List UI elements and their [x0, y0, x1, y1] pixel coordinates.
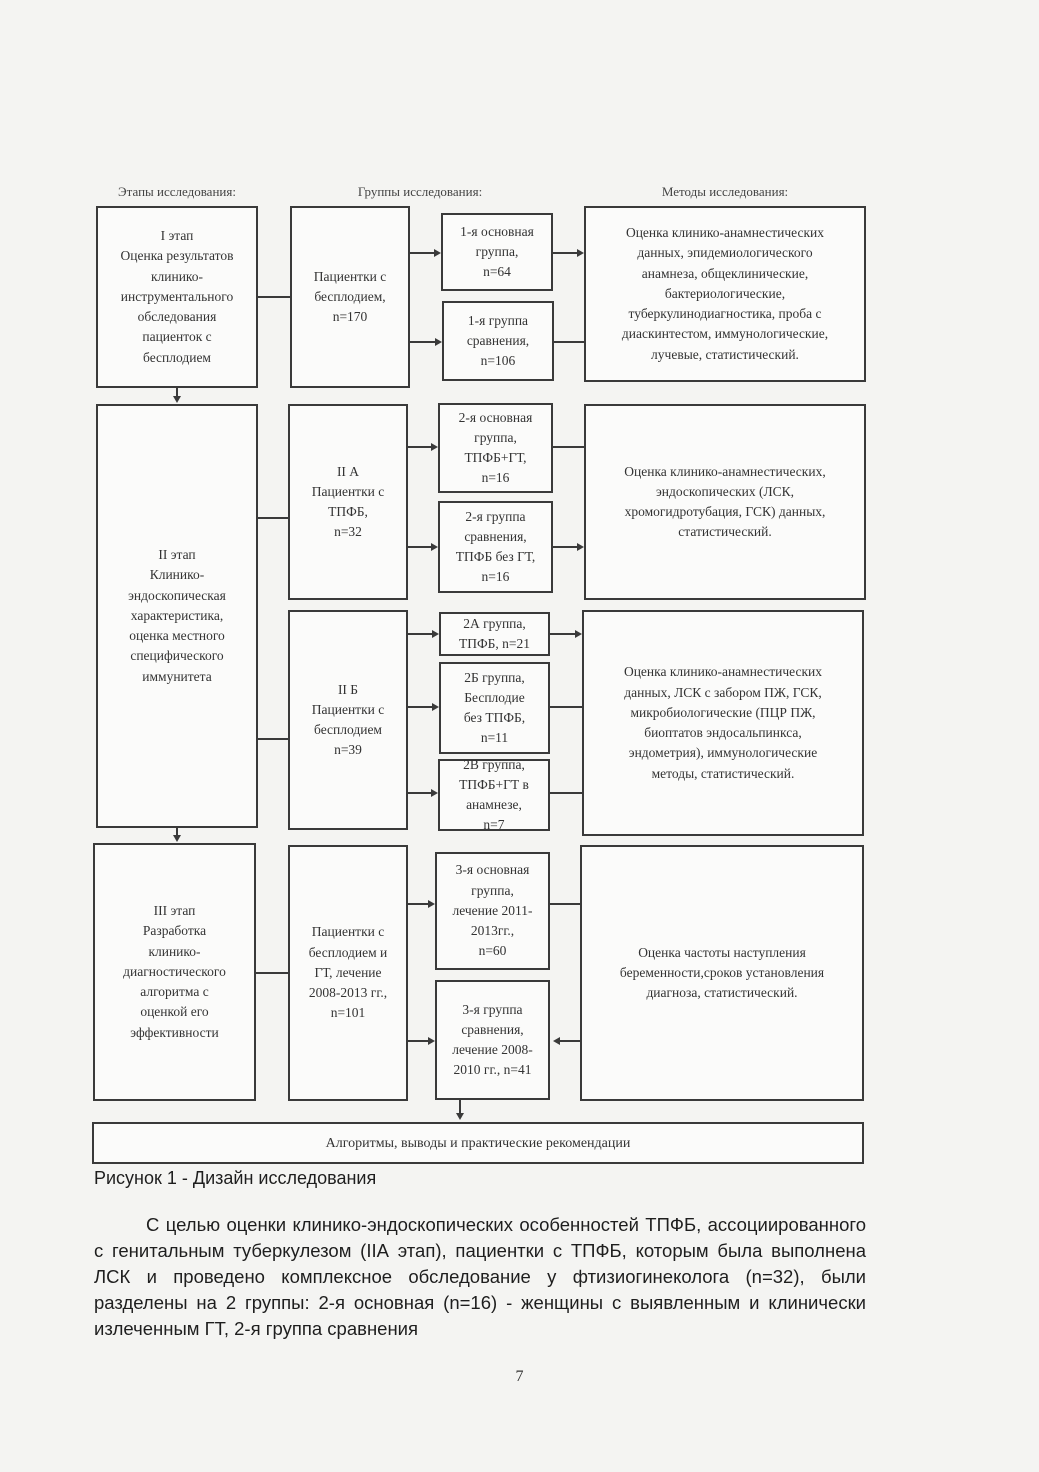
box-line: 2-я основная: [458, 409, 533, 425]
subgroup-box-2-main: [438, 403, 553, 493]
box-line: II Б: [337, 681, 359, 697]
cohort-3-lines: [309, 922, 388, 1023]
method-3-lines: [624, 662, 822, 784]
arrow-down-icon: [173, 835, 181, 842]
subgroup-2b-lines: [464, 668, 525, 749]
box-line: бесплодием: [143, 349, 211, 365]
connector-line: [410, 252, 434, 254]
box-line: анамнеза, общеклинические,: [641, 265, 809, 281]
header-groups: Группы исследования:: [357, 184, 483, 199]
connector-line: [560, 1040, 580, 1042]
box-line: клинико-: [150, 268, 204, 284]
connector-line: [258, 738, 288, 740]
method-box-3: [582, 610, 864, 836]
connector-line: [553, 252, 577, 254]
box-line: беременности,сроков установления: [619, 964, 825, 980]
arrow-right-icon: [432, 630, 439, 638]
page-number: 7: [515, 1368, 524, 1385]
box-line: Пациентки с: [311, 924, 385, 940]
box-line: II этап: [158, 547, 196, 563]
arrow-right-icon: [435, 338, 442, 346]
connector-line: [408, 1040, 428, 1042]
box-line: Оценка частоты наступления: [638, 944, 806, 960]
box-line: бесплодием и: [308, 944, 388, 960]
arrow-right-icon: [432, 703, 439, 711]
box-line: Разработка: [142, 923, 207, 939]
final-box: [92, 1122, 864, 1164]
box-line: ТПФБ без ГТ,: [455, 549, 536, 564]
subgroup-box-1-compare: [442, 301, 554, 381]
box-line: 2010 гг., n=41: [453, 1062, 532, 1078]
box-line: лечение 2008-: [452, 1042, 533, 1057]
box-line: бесплодием: [314, 722, 382, 737]
box-line: n=11: [480, 730, 509, 746]
arrow-down-icon: [173, 396, 181, 403]
box-line: эндоскопическая: [128, 587, 226, 603]
connector-line: [408, 446, 431, 448]
box-line: бесплодием,: [314, 288, 386, 304]
box-line: 1-я основная: [460, 223, 534, 239]
box-line: Оценка результатов: [120, 248, 234, 264]
header-methods: Методы исследования:: [661, 184, 789, 199]
connector-line: [459, 1100, 461, 1114]
box-line: n=60: [478, 943, 507, 959]
method-box-4: [580, 845, 864, 1101]
subgroup-2-compare-lines: [456, 507, 535, 588]
box-line: группа,: [475, 243, 519, 259]
subgroup-box-3-main: [435, 852, 550, 970]
box-line: Оценка клинико-анамнестических: [625, 225, 825, 241]
box-line: II А: [336, 463, 360, 479]
cohort-box-2b: [288, 610, 408, 830]
box-line: n=16: [481, 569, 510, 585]
box-line: биоптатов эндосальпинкса,: [644, 725, 802, 740]
box-line: эффективности: [130, 1024, 219, 1040]
box-line: I этап: [160, 228, 194, 244]
subgroup-1-compare-lines: [467, 311, 529, 372]
connector-line: [410, 341, 435, 343]
cohort-box-1: [290, 206, 410, 388]
box-line: 3-я группа: [462, 1001, 523, 1017]
connector-line: [550, 903, 580, 905]
subgroup-box-3-compare: [435, 980, 550, 1100]
method-4-lines: [620, 943, 824, 1004]
arrow-right-icon: [577, 249, 584, 257]
method-box-2: [584, 404, 866, 600]
box-line: лечение 2011-: [452, 902, 533, 918]
cohort-box-3: [288, 845, 408, 1101]
connector-line: [258, 517, 288, 519]
arrow-left-icon: [553, 1037, 560, 1045]
subgroup-box-2-compare: [438, 501, 553, 593]
box-line: диагноза, статистический.: [646, 985, 798, 1001]
box-line: оценкой его: [140, 1004, 209, 1020]
box-line: ТПФБ+ГТ,: [464, 450, 527, 465]
subgroup-1-main-lines: [460, 222, 534, 283]
box-line: Пациентки с: [313, 268, 387, 284]
subgroup-3-compare-lines: [452, 1000, 533, 1081]
box-line: группа,: [471, 882, 514, 898]
box-line: сравнения,: [466, 332, 530, 348]
box-line: хромогидротубация, ГСК) данных,: [624, 504, 826, 519]
figure-caption: Рисунок 1 - Дизайн исследования: [94, 1168, 377, 1188]
cohort-2b-lines: [312, 680, 384, 761]
connector-line: [553, 446, 584, 448]
box-line: 2В группа,: [463, 756, 525, 772]
arrow-right-icon: [431, 543, 438, 551]
method-box-1: [584, 206, 866, 382]
box-line: 2Б группа,: [464, 669, 525, 685]
connector-line: [550, 633, 575, 635]
box-line: бактериологические,: [664, 285, 786, 301]
connector-line: [550, 706, 582, 708]
box-line: Оценка клинико-анамнестических,: [624, 463, 826, 479]
box-line: 2-я группа: [465, 508, 526, 524]
stage-1-lines: [121, 226, 234, 368]
body-paragraph: С целью оценки клинико-эндоскопических особенностей ТПФБ, ассоциированного с генитальным туберкулезом (IIА этап), пациентки с ТПФБ, которым была выполнена ЛСК и проведено комплексное обследование у фтизиогинеколога (n=32), были разделены на 2 группы: 2-я основная (n=16) - женщины с выявленным и клинически излеченным ГТ, 2-я группа сравнения: [94, 1214, 866, 1339]
box-line: n=32: [334, 524, 362, 540]
box-line: n=16: [481, 470, 510, 486]
stage-3-lines: [123, 901, 226, 1043]
box-line: Оценка клинико-анамнестических: [623, 664, 823, 680]
box-line: n=39: [334, 742, 362, 758]
subgroup-2a-lines: [459, 614, 530, 655]
box-line: данных, ЛСК с забором ПЖ, ГСК,: [624, 684, 822, 700]
subgroup-box-2a: [439, 612, 550, 656]
box-line: диаскинтестом, иммунологические,: [621, 326, 829, 342]
box-line: n=106: [480, 353, 516, 369]
box-line: Пациентки с: [311, 701, 385, 717]
box-line: диагностического: [123, 963, 226, 979]
box-line: лучевые, статистический.: [651, 346, 799, 362]
box-line: иммунитета: [142, 668, 212, 684]
box-line: Клинико-: [149, 567, 205, 583]
connector-line: [553, 546, 577, 548]
arrow-right-icon: [431, 789, 438, 797]
arrow-right-icon: [428, 1037, 435, 1045]
box-line: пациенток с: [142, 329, 212, 345]
header-stages: Этапы исследования:: [118, 184, 236, 199]
cohort-box-2a: [288, 404, 408, 600]
box-line: 2013гг.,: [470, 923, 515, 939]
box-line: статистический.: [678, 524, 772, 540]
arrow-right-icon: [431, 443, 438, 451]
cohort-2a-lines: [312, 462, 384, 543]
box-line: 2008-2013 гг.,: [308, 985, 388, 1001]
box-line: характеристика,: [130, 607, 224, 623]
arrow-right-icon: [575, 630, 582, 638]
box-line: сравнения,: [464, 528, 527, 544]
connector-line: [408, 903, 428, 905]
connector-line: [408, 633, 432, 635]
subgroup-2v-lines: [459, 755, 529, 836]
box-line: клинико-: [148, 943, 201, 959]
box-line: ТПФБ,: [328, 504, 368, 519]
arrow-right-icon: [577, 543, 584, 551]
box-line: n=7: [483, 817, 505, 833]
box-line: специфического: [130, 648, 224, 664]
box-line: сравнения,: [461, 1021, 524, 1037]
box-line: ТПФБ+ГТ в: [459, 776, 529, 792]
cohort-1-lines: [314, 267, 386, 328]
connector-line: [258, 296, 290, 298]
box-line: n=101: [330, 1005, 366, 1021]
box-line: инструментального: [120, 288, 234, 304]
box-line: 1-я группа: [467, 312, 529, 328]
box-line: анамнезе,: [466, 797, 522, 812]
box-line: данных, эпидемиологического: [637, 245, 813, 261]
box-line: без ТПФБ,: [463, 710, 526, 725]
arrow-right-icon: [428, 900, 435, 908]
arrow-right-icon: [434, 249, 441, 257]
box-line: методы, статистический.: [651, 765, 795, 781]
connector-line: [408, 546, 431, 548]
subgroup-2-main-lines: [459, 408, 533, 489]
method-2-lines: [624, 462, 825, 543]
subgroup-box-1-main: [441, 213, 553, 291]
connector-line: [550, 792, 582, 794]
connector-line: [408, 706, 432, 708]
connector-line: [408, 792, 431, 794]
connector-line: [554, 341, 584, 343]
box-line: Пациентки с: [311, 483, 385, 499]
box-line: обследования: [137, 309, 217, 325]
box-line: оценка местного: [129, 628, 225, 644]
box-line: микробиологические (ПЦР ПЖ,: [630, 704, 816, 720]
box-line: III этап: [153, 903, 196, 919]
final-box-label: Алгоритмы, выводы и практические рекомендации: [325, 1135, 631, 1151]
box-line: эндоскопических (ЛСК,: [655, 483, 795, 499]
box-line: n=64: [483, 264, 511, 280]
subgroup-box-2v: [438, 756, 550, 833]
subgroup-box-2b: [439, 662, 550, 754]
box-line: группа,: [474, 429, 517, 445]
stage-box-1: [96, 206, 258, 388]
connector-line: [256, 972, 288, 974]
stage-box-3: [93, 843, 256, 1101]
box-line: ГТ, лечение: [314, 964, 382, 980]
box-line: алгоритма с: [140, 984, 209, 1000]
box-line: 2А группа,: [463, 615, 526, 631]
box-line: 3-я основная: [455, 862, 530, 878]
box-line: n=170: [332, 309, 368, 325]
stage-2-lines: [128, 545, 226, 687]
box-line: эндометрия), иммунологические: [628, 745, 818, 761]
box-line: Бесплодие: [464, 689, 525, 705]
box-line: ТПФБ, n=21: [458, 636, 531, 651]
subgroup-3-main-lines: [453, 860, 533, 961]
box-line: туберкулинодиагностика, проба с: [628, 306, 822, 322]
stage-box-2: [96, 404, 258, 828]
arrow-down-icon: [456, 1113, 464, 1120]
method-1-lines: [622, 223, 828, 365]
